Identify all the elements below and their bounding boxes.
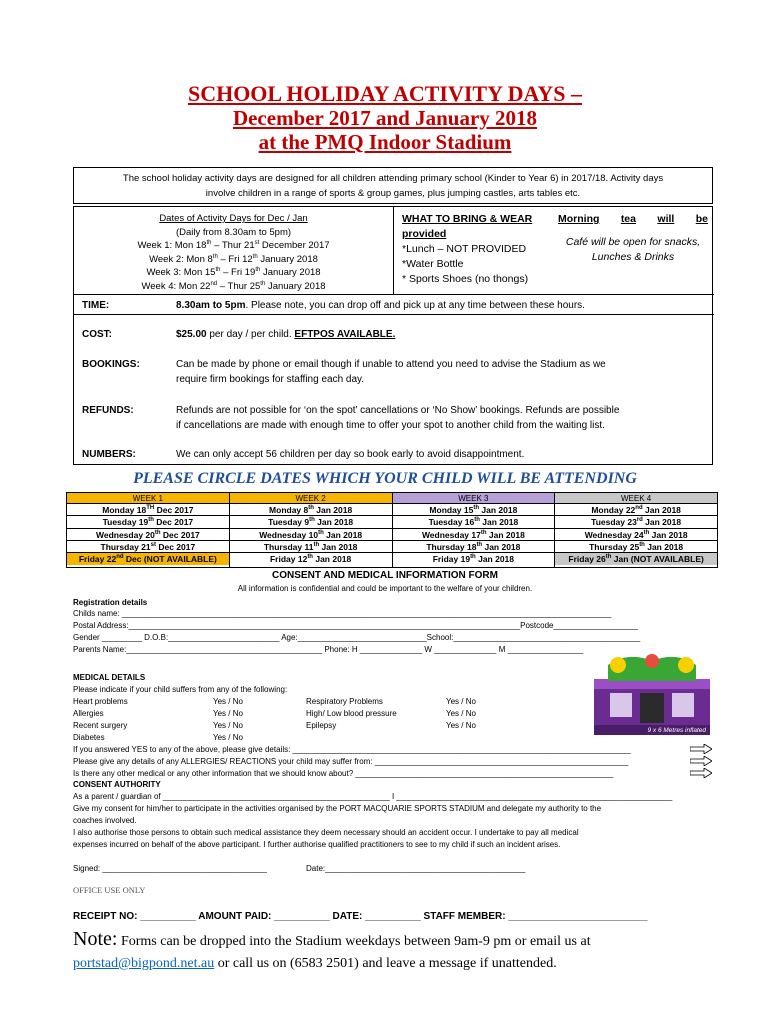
title-line-3: at the PMQ Indoor Stadium bbox=[258, 130, 512, 154]
office-use-label: OFFICE USE ONLY bbox=[73, 885, 146, 895]
week-day[interactable]: Tuesday 23rd Jan 2018 bbox=[555, 516, 717, 528]
parents-name-field[interactable]: Parents Name:____________________________________________ Phone: H ______________ W ______________ M _________________ bbox=[73, 645, 584, 654]
week-day[interactable]: Wednesday 24th Jan 2018 bbox=[555, 529, 717, 541]
refunds-value: Refunds are not possible for ‘on the spot’ cancellations or ‘No Show’ bookings. Refunds are possible if cancellations are made with enough time to offer your spot to another child from the waiting list. bbox=[176, 405, 620, 431]
week-day: Friday 22nd Dec (NOT AVAILABLE) bbox=[67, 553, 229, 565]
tea-line-2: Lunches & Drinks bbox=[591, 251, 675, 263]
dates-heading: Dates of Activity Days for Dec / Jan bbox=[159, 213, 308, 224]
bookings-label: BOOKINGS: bbox=[82, 359, 140, 370]
intro-box bbox=[73, 167, 713, 204]
arrow-right-icon bbox=[690, 744, 712, 754]
postal-address-field[interactable]: Postal Address:________________________________________________________________________________________Postcode___________________ bbox=[73, 621, 639, 630]
authority-text: expenses incurred on behalf of the above participant. I further authorise qualified practitioners to see to my child if such an incident arises. bbox=[73, 840, 561, 849]
weeks-table bbox=[66, 492, 718, 568]
condition-label: High/ Low blood pressure bbox=[306, 709, 397, 718]
week-day[interactable]: Wednesday 20th Dec 2017 bbox=[67, 529, 229, 541]
bring-heading-2: provided bbox=[402, 228, 447, 240]
condition-label: Diabetes bbox=[73, 733, 105, 742]
note-line-2: portstad@bigpond.net.au or call us on (6583 2501) and leave a message if unattended. bbox=[73, 956, 557, 971]
jumping-castle-image bbox=[588, 651, 716, 737]
week-day[interactable]: Monday 18TH Dec 2017 bbox=[67, 504, 229, 516]
week-day[interactable]: Thursday 25th Jan 2018 bbox=[555, 541, 717, 553]
signed-field[interactable]: Signed: _____________________________________ bbox=[73, 864, 267, 873]
allergies-details-field[interactable]: Please give any details of any ALLERGIES/ REACTIONS your child may suffer from: _________________________________________________________ bbox=[73, 757, 629, 766]
authority-text: coaches involved. bbox=[73, 816, 137, 825]
tea-box bbox=[554, 207, 714, 295]
intro-line-1: The school holiday activity days are designed for all children attending primary school (Kinder to Year 6) in 2017/18. Activity days bbox=[122, 173, 664, 184]
week-day[interactable]: Tuesday 16th Jan 2018 bbox=[393, 516, 555, 528]
dates-daily: (Daily from 8.30am to 5pm) bbox=[175, 226, 292, 238]
yes-no-option[interactable]: Yes / No bbox=[213, 721, 243, 730]
tea-heading: Morning tea will be bbox=[558, 213, 708, 225]
week-day[interactable]: Thursday 18th Jan 2018 bbox=[393, 541, 555, 553]
week-day[interactable]: Friday 19th Jan 2018 bbox=[432, 554, 515, 565]
week-header: WEEK 2 bbox=[230, 493, 392, 504]
time-value: 8.30am to 5pm. Please note, you can drop off and pick up at any time between these hours. bbox=[176, 300, 585, 311]
bring-item: *Water Bottle bbox=[402, 258, 464, 270]
week-day[interactable]: Monday 15th Jan 2018 bbox=[393, 504, 555, 516]
week-day[interactable]: Wednesday 17th Jan 2018 bbox=[393, 529, 555, 541]
condition-label: Recent surgery bbox=[73, 721, 128, 730]
info-grid bbox=[73, 206, 713, 465]
week-column-1 bbox=[67, 493, 230, 567]
note-block bbox=[73, 928, 733, 975]
authority-heading: CONSENT AUTHORITY bbox=[73, 780, 161, 789]
week-day[interactable]: Tuesday 9th Jan 2018 bbox=[230, 516, 392, 528]
week-day[interactable]: Monday 22nd Jan 2018 bbox=[555, 504, 717, 516]
week-column-3 bbox=[393, 493, 556, 567]
bring-heading-1: WHAT TO BRING & WEAR bbox=[402, 213, 533, 225]
yes-no-option[interactable]: Yes / No bbox=[446, 697, 476, 706]
arrow-right-icon bbox=[690, 768, 712, 778]
numbers-label: NUMBERS: bbox=[82, 449, 136, 460]
consent-note: All information is confidential and could be important to the welfare of your children. bbox=[237, 584, 533, 593]
yes-details-field[interactable]: If you answered YES to any of the above, please give details: ____________________________________________________________________________ bbox=[73, 745, 631, 754]
week-header: WEEK 3 bbox=[393, 493, 555, 504]
receipt-line[interactable]: RECEIPT NO: __________ AMOUNT PAID: __________ DATE: __________ STAFF MEMBER: _________________________ bbox=[73, 911, 648, 922]
time-label: TIME: bbox=[82, 300, 110, 311]
dates-week-1: Week 1: Mon 18th – Thur 21st December 2017 bbox=[137, 240, 330, 251]
title-line-2: December 2017 and January 2018 bbox=[232, 106, 538, 130]
cost-value: $25.00 per day / per child. EFTPOS AVAILABLE. bbox=[176, 329, 396, 340]
email-link[interactable]: portstad@bigpond.net.au bbox=[73, 956, 215, 971]
consent-title: CONSENT AND MEDICAL INFORMATION FORM bbox=[272, 570, 498, 581]
condition-label: Allergies bbox=[73, 709, 104, 718]
bring-item: * Sports Shoes (no thongs) bbox=[402, 273, 529, 285]
bring-item: *Lunch – NOT PROVIDED bbox=[402, 243, 527, 255]
numbers-value: We can only accept 56 children per day so book early to avoid disappointment. bbox=[176, 449, 525, 460]
dates-week-2: Week 2: Mon 8th – Fri 12th January 2018 bbox=[149, 253, 318, 265]
title-block bbox=[0, 82, 770, 154]
condition-label: Respiratory Problems bbox=[306, 697, 383, 706]
dates-box bbox=[74, 207, 394, 295]
yes-no-option[interactable]: Yes / No bbox=[213, 697, 243, 706]
gender-dob-field[interactable]: Gender _________ D.O.B:_________________________ Age:_____________________________School:__________________________________________ bbox=[73, 633, 641, 642]
title-line-1: SCHOOL HOLIDAY ACTIVITY DAYS – bbox=[187, 81, 583, 106]
note-line-1: Note: Forms can be dropped into the Stadium weekdays between 9am-9 pm or email us at bbox=[73, 928, 591, 950]
yes-no-option[interactable]: Yes / No bbox=[446, 709, 476, 718]
week-day[interactable]: Tuesday 19th Dec 2017 bbox=[67, 516, 229, 528]
medical-intro: Please indicate if your child suffers from any of the following: bbox=[73, 685, 288, 694]
week-day: Friday 26th Jan (NOT AVAILABLE) bbox=[555, 553, 717, 565]
other-info-field[interactable]: Is there any other medical or any other information that we should know about? __________________________________________________________ bbox=[73, 769, 614, 778]
arrow-right-icon bbox=[690, 756, 712, 766]
dates-week-3: Week 3: Mon 15th – Fri 19th January 2018 bbox=[146, 267, 321, 278]
condition-label: Epilepsy bbox=[306, 721, 337, 730]
week-day[interactable]: Wednesday 10th Jan 2018 bbox=[230, 529, 392, 541]
week-column-4 bbox=[555, 493, 717, 567]
yes-no-option[interactable]: Yes / No bbox=[446, 721, 476, 730]
week-day[interactable]: Monday 8th Jan 2018 bbox=[230, 504, 392, 516]
week-day[interactable]: Thursday 21st Dec 2017 bbox=[67, 541, 229, 553]
yes-no-option[interactable]: Yes / No bbox=[213, 733, 243, 742]
childs-name-field[interactable]: Childs name: ______________________________________________________________________________________________________________ bbox=[73, 609, 612, 618]
refunds-label: REFUNDS: bbox=[82, 405, 134, 416]
dates-week-4: Week 4: Mon 22nd – Thur 25th January 2018 bbox=[141, 280, 326, 292]
medical-heading: MEDICAL DETAILS bbox=[73, 673, 146, 682]
week-column-2 bbox=[230, 493, 393, 567]
week-day[interactable]: Thursday 11th Jan 2018 bbox=[230, 541, 392, 553]
cost-label: COST: bbox=[82, 329, 112, 340]
authority-text: I also authorise those persons to obtain such medical assistance they deem necessary should an accident occur. I undertake to pay all medical bbox=[73, 828, 579, 837]
castle-caption: 9 x 6 Metres inflated bbox=[647, 727, 706, 734]
week-header: WEEK 1 bbox=[67, 493, 229, 504]
condition-label: Heart problems bbox=[73, 697, 128, 706]
authority-text: Give my consent for him/her to participate in the activities organised by the PORT MACQUARIE SPORTS STADIUM and delegate my authority to the bbox=[73, 804, 602, 813]
registration-heading: Registration details bbox=[73, 598, 148, 607]
bring-box bbox=[394, 207, 554, 295]
tea-line-1: Café will be open for snacks, bbox=[565, 236, 701, 248]
circle-dates-title: PLEASE CIRCLE DATES WHICH YOUR CHILD WILL BE ATTENDING bbox=[133, 470, 637, 487]
guardian-field[interactable]: As a parent / guardian of ___________________________________________________ I ______________________________________________________________ bbox=[73, 792, 673, 801]
date-field[interactable]: Date:_____________________________________________ bbox=[306, 864, 526, 873]
intro-line-2: involve children in a range of sports & group games, plus jumping castles, arts tables etc. bbox=[205, 188, 581, 199]
yes-no-option[interactable]: Yes / No bbox=[213, 709, 243, 718]
note-label: Note: bbox=[73, 928, 118, 950]
week-day[interactable]: Friday 12th Jan 2018 bbox=[269, 554, 352, 565]
time-row bbox=[74, 295, 714, 315]
bookings-value: Can be made by phone or email though if unable to attend you need to advise the Stadium as we require firm bookings for staffing each day. bbox=[176, 359, 606, 385]
week-header: WEEK 4 bbox=[555, 493, 717, 504]
